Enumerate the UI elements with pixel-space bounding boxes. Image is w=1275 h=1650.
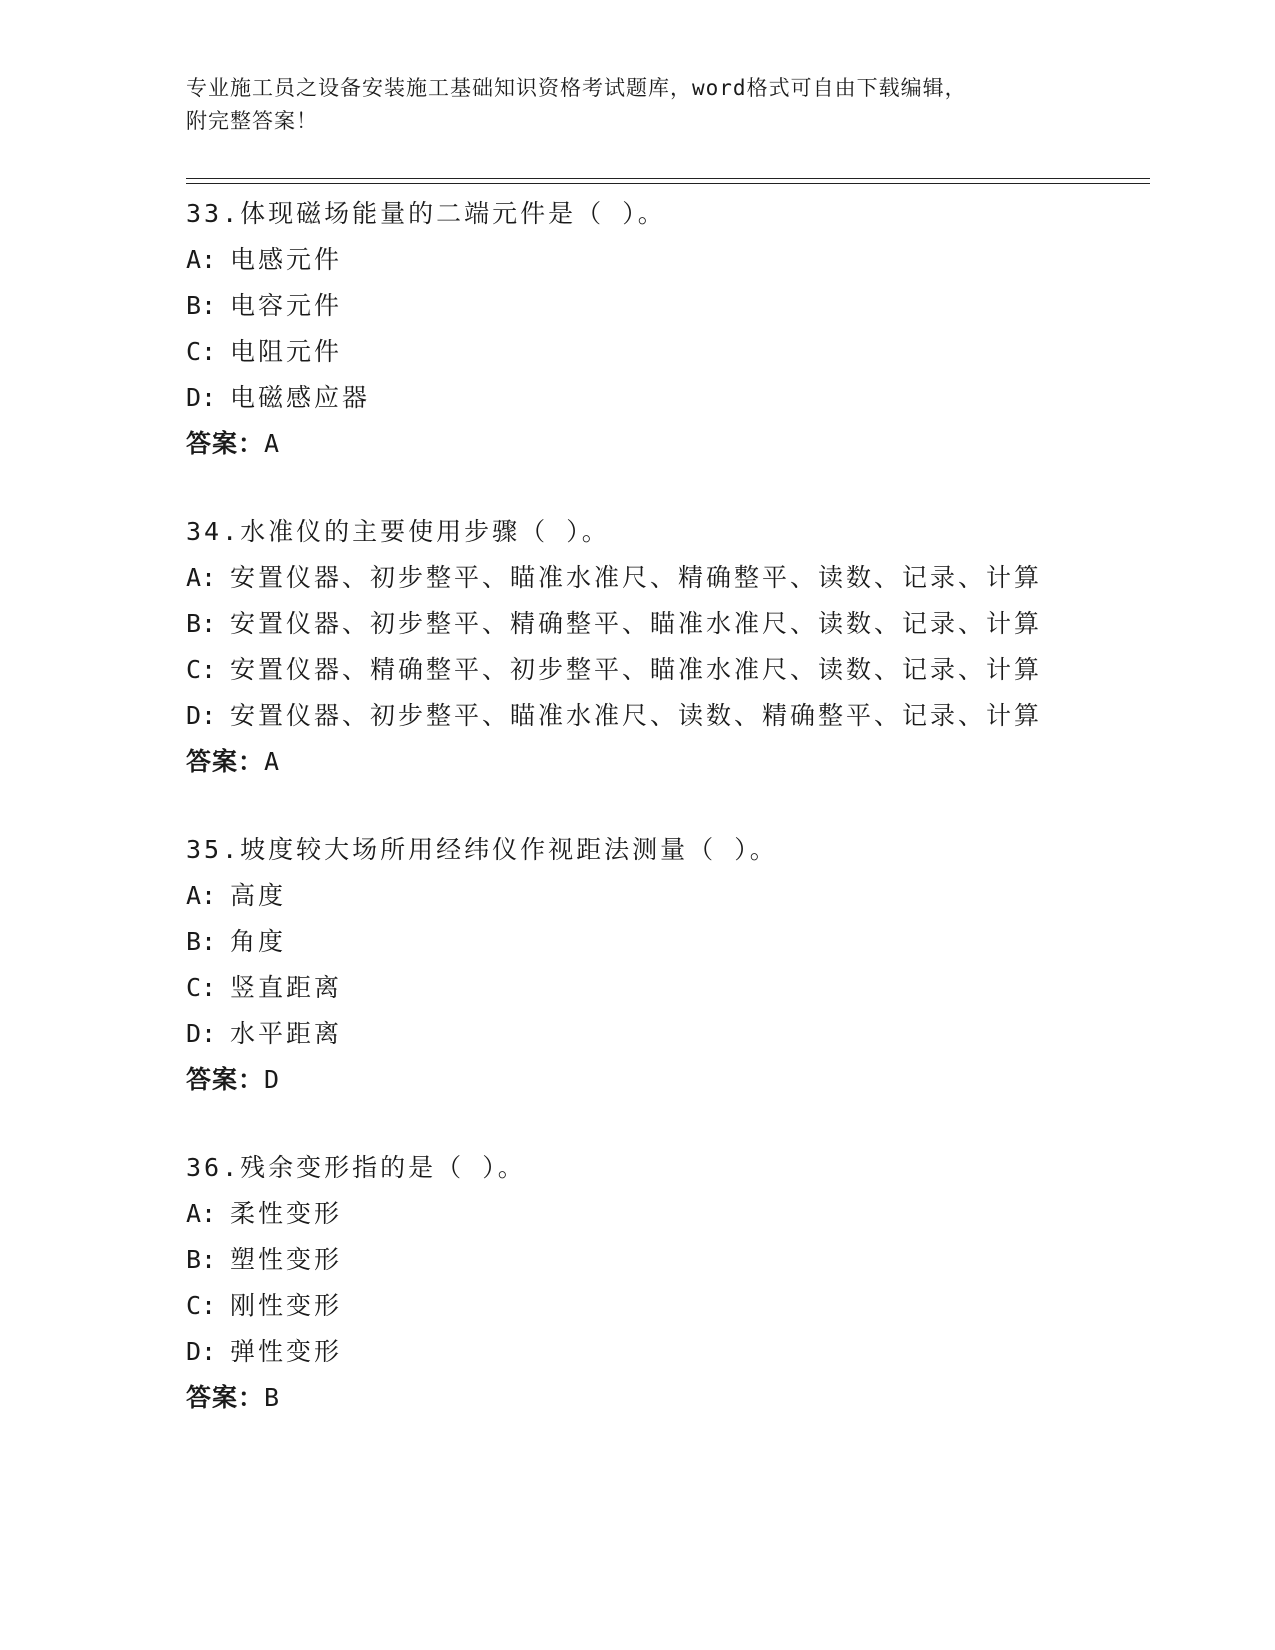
question-text: 35.坡度较大场所用经纬仪作视距法测量（ ）。 [186,835,778,864]
option-d [186,1329,1146,1375]
answer-line [186,1375,1146,1421]
option-text: 电容元件 [230,291,343,320]
option-a [186,873,1146,919]
option-letter: D: [186,1019,217,1048]
header-divider-top [186,178,1150,179]
option-text: 高度 [230,881,287,910]
answer-label: 答案： [186,1065,265,1094]
answer-value: A [264,747,280,776]
option-text: 电阻元件 [230,337,343,366]
option-b [186,1237,1146,1283]
option-letter: A: [186,1199,217,1228]
header-line-1: 专业施工员之设备安装施工基础知识资格考试题库，word格式可自由下载编辑， [186,76,967,100]
option-c [186,1283,1146,1329]
option-letter: D: [186,1337,217,1366]
answer-line [186,421,1146,467]
option-c [186,329,1146,375]
question-text: 34.水准仪的主要使用步骤（ ）。 [186,517,610,546]
option-letter: A: [186,881,217,910]
answer-value: B [264,1383,280,1412]
answer-label: 答案： [186,747,265,776]
option-text: 安置仪器、精确整平、初步整平、瞄准水准尺、读数、记录、计算 [230,655,1043,684]
question-text: 36.残余变形指的是（ ）。 [186,1153,526,1182]
option-text: 弹性变形 [230,1337,343,1366]
option-text: 水平距离 [230,1019,343,1048]
header-divider-bottom [186,183,1150,184]
option-d [186,693,1146,739]
option-a [186,237,1146,283]
option-b [186,919,1146,965]
option-a [186,555,1146,601]
option-c [186,647,1146,693]
option-text: 塑性变形 [230,1245,343,1274]
option-b [186,601,1146,647]
option-letter: D: [186,383,217,412]
header-line-2: 附完整答案！ [186,109,318,133]
option-letter: B: [186,609,217,638]
option-b [186,283,1146,329]
option-text: 安置仪器、初步整平、瞄准水准尺、精确整平、读数、记录、计算 [230,563,1043,592]
option-a [186,1191,1146,1237]
option-letter: C: [186,973,217,1002]
answer-value: D [264,1065,280,1094]
answer-label: 答案： [186,1383,265,1412]
answer-label: 答案： [186,429,265,458]
question-text: 33.体现磁场能量的二端元件是（ ）。 [186,199,666,228]
option-text: 电感元件 [230,245,343,274]
question-36 [186,1145,1146,1421]
option-text: 角度 [230,927,287,956]
document-header [186,72,1086,138]
option-letter: C: [186,337,217,366]
option-text: 柔性变形 [230,1199,343,1228]
answer-line [186,1057,1146,1103]
answer-value: A [264,429,280,458]
option-letter: D: [186,701,217,730]
option-letter: A: [186,245,217,274]
option-text: 安置仪器、初步整平、精确整平、瞄准水准尺、读数、记录、计算 [230,609,1043,638]
question-34 [186,509,1146,785]
option-text: 安置仪器、初步整平、瞄准水准尺、读数、精确整平、记录、计算 [230,701,1043,730]
option-letter: A: [186,563,217,592]
option-text: 电磁感应器 [230,383,371,412]
option-letter: B: [186,1245,217,1274]
answer-line [186,739,1146,785]
option-letter: B: [186,291,217,320]
question-33 [186,191,1146,467]
question-list [186,191,1146,1463]
option-text: 刚性变形 [230,1291,343,1320]
question-35 [186,827,1146,1103]
option-letter: C: [186,1291,217,1320]
option-d [186,375,1146,421]
option-letter: B: [186,927,217,956]
option-d [186,1011,1146,1057]
option-text: 竖直距离 [230,973,343,1002]
option-c [186,965,1146,1011]
option-letter: C: [186,655,217,684]
